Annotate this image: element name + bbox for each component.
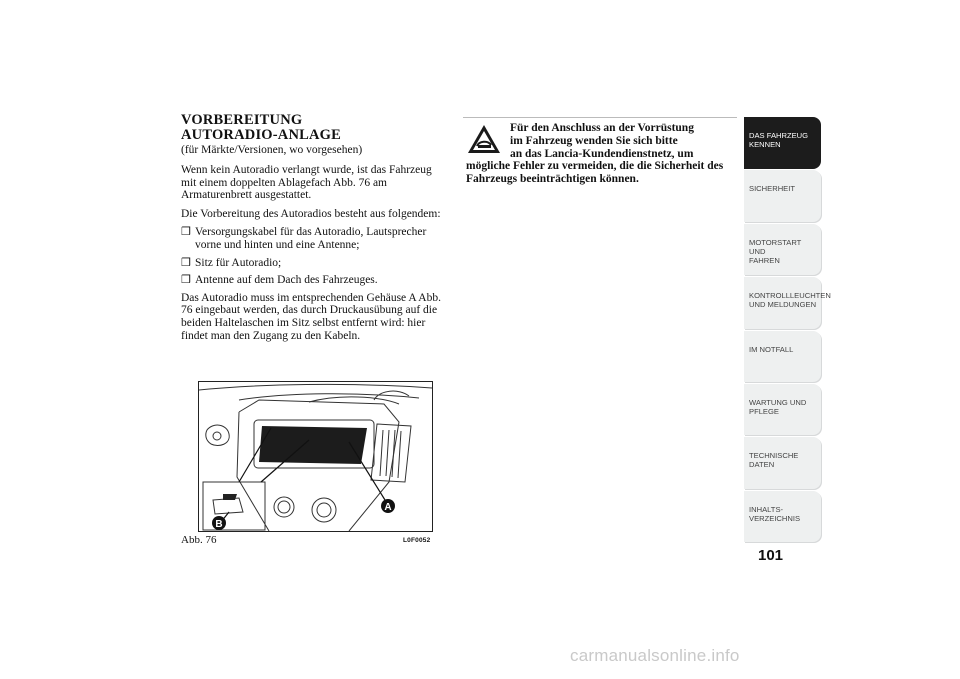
page-number: 101	[758, 547, 784, 564]
dashboard-figure	[198, 381, 433, 532]
warning-line-2: im Fahrzeug wenden Sie sich bitte	[510, 134, 678, 147]
paragraph-2: Die Vorbereitung des Autoradios besteht aus folgendem:	[181, 207, 441, 220]
tab-wartung-und-pflege[interactable]	[744, 384, 821, 436]
list-item	[181, 257, 443, 270]
list-item	[181, 274, 443, 287]
tab-motorstart-und-fahren[interactable]	[744, 224, 821, 276]
tab-label-line2: PFLEGE	[749, 406, 779, 416]
tab-kontrollleuchten[interactable]	[744, 277, 831, 329]
list-item-text: Antenne auf dem Dach des Fahrzeuges.	[195, 274, 378, 287]
tab-label-line1: IM NOTFALL	[749, 344, 794, 354]
label-b: B	[215, 519, 223, 530]
text-column	[181, 113, 443, 348]
tab-im-notfall[interactable]	[744, 331, 821, 383]
figure-caption: Abb. 76	[181, 534, 217, 546]
tab-label-line1: KONTROLLLEUCHTEN	[749, 291, 831, 301]
paragraph-1: Wenn kein Autoradio verlangt wurde, ist das Fahrzeug mit einem doppelten Ablagefach Abb. 76 am Armaturenbrett ausgestattet.	[181, 164, 432, 202]
tab-label-line2: VERZEICHNIS	[749, 513, 801, 523]
tab-label-line1: SICHERHEIT	[749, 184, 795, 194]
tab-label-line1: MOTORSTART UND	[749, 237, 802, 256]
bullet-icon: ❒	[181, 274, 191, 287]
section-heading	[181, 113, 443, 143]
label-a: A	[384, 502, 392, 513]
chapter-tabs	[744, 117, 831, 544]
tab-label-line1: TECHNISCHE	[749, 451, 799, 461]
warning-rest: mögliche Fehler zu vermeiden, die die Sicherheit des Fahrzeugs beeinträchtigen können.	[466, 160, 724, 186]
tab-sicherheit[interactable]	[744, 170, 821, 222]
watermark: carmanualsonline.info	[570, 646, 740, 665]
paragraph-3: Das Autoradio muss im entsprechenden Gehäuse A Abb. 76 eingebaut werden, das durch Druckausübung auf die beiden Haltelaschen im Sitz selbst entfernt wird: hier findet man den Zugang zu den Kabeln.	[181, 291, 441, 342]
warning-line-1: Für den Anschluss an der Vorrüstung	[510, 122, 694, 134]
tab-label-line2: DATEN	[749, 460, 775, 470]
heading-line-2: AUTORADIO-ANLAGE	[181, 127, 342, 143]
tab-label-line1: WARTUNG UND	[749, 397, 807, 407]
tab-label-line2: FAHREN	[749, 255, 780, 265]
tab-label-line2: KENNEN	[749, 140, 781, 149]
list-item	[181, 226, 443, 251]
dashboard-illustration	[199, 382, 432, 531]
warning-top-rule	[463, 117, 737, 118]
section-subtitle: (für Märkte/Versionen, wo vorgesehen)	[181, 144, 363, 156]
list-item-text: Sitz für Autoradio;	[195, 256, 282, 269]
figure-code: L0F0052	[403, 537, 431, 544]
list-item-text: Versorgungskabel für das Autoradio, Lautsprecher vorne und hinten und eine Antenne;	[195, 226, 427, 251]
bullet-icon: ❒	[181, 256, 191, 269]
tab-technische-daten[interactable]	[744, 437, 821, 489]
warning-line-3: an das Lancia-Kundendienstnetz, um	[510, 147, 694, 160]
tab-inhaltsverzeichnis[interactable]	[744, 491, 821, 543]
tab-label-line1: DAS FAHRZEUG	[749, 131, 809, 140]
heading-line-1: VORBEREITUNG	[181, 112, 303, 128]
bullet-icon: ❒	[181, 226, 191, 239]
tab-das-fahrzeug-kennen[interactable]	[744, 117, 821, 169]
tab-label-line2: UND MELDUNGEN	[749, 300, 817, 310]
warning-text	[466, 122, 734, 186]
tab-label-line1: INHALTS-	[749, 504, 784, 514]
